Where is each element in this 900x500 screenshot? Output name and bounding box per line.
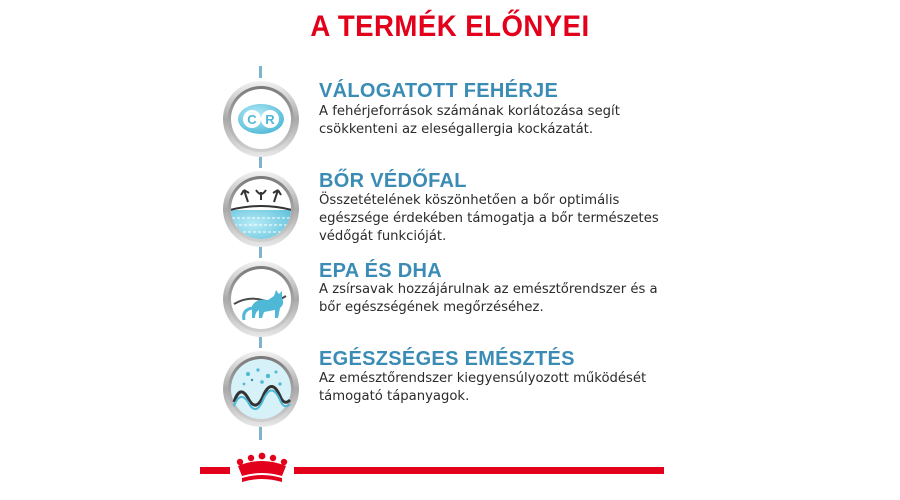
benefit-heading: VÁLOGATOTT FEHÉRJE [319,80,559,102]
footer-red-line-left [200,467,230,474]
protein-cr-icon [222,80,300,158]
benefit-heading: EPA ÉS DHA [319,260,443,282]
desc-line: A zsírsavak hozzájárulnak az emésztőrendszer és a [319,282,658,297]
desc-line: A fehérjeforrások számának korlátozása segít [319,104,620,119]
benefit-description [319,281,679,317]
desc-line: egészsége érdekében támogatja a bőr természetes [319,211,659,226]
desc-line: Összetételének köszönhetően a bőr optimális [319,193,620,208]
desc-line: Az emésztőrendszer kiegyensúlyozott működését [319,371,647,386]
desc-line: védőgát funkcióját. [319,229,447,244]
skin-barrier-icon [222,170,300,248]
benefit-heading: BŐR VÉDŐFAL [319,170,467,192]
connector-line [259,426,262,440]
page-title: A TERMÉK ELŐNYEI [310,10,590,43]
svg-text:R: R [265,112,275,127]
connector-line [259,66,262,78]
benefit-description [319,103,679,139]
royal-canin-crown-icon [232,452,292,486]
desc-line: támogató tápanyagok. [319,389,470,404]
desc-line: csökkenteni az eleségallergia kockázatát. [319,122,594,137]
cat-silhouette-icon [222,260,300,338]
footer-red-line-right [294,467,664,474]
digestion-icon [222,350,300,428]
benefit-heading: EGÉSZSÉGES EMÉSZTÉS [319,348,575,370]
desc-line: bőr egészségének megőrzéséhez. [319,300,544,315]
svg-text:C: C [247,112,257,127]
benefit-description [319,192,679,246]
benefit-description [319,370,679,406]
